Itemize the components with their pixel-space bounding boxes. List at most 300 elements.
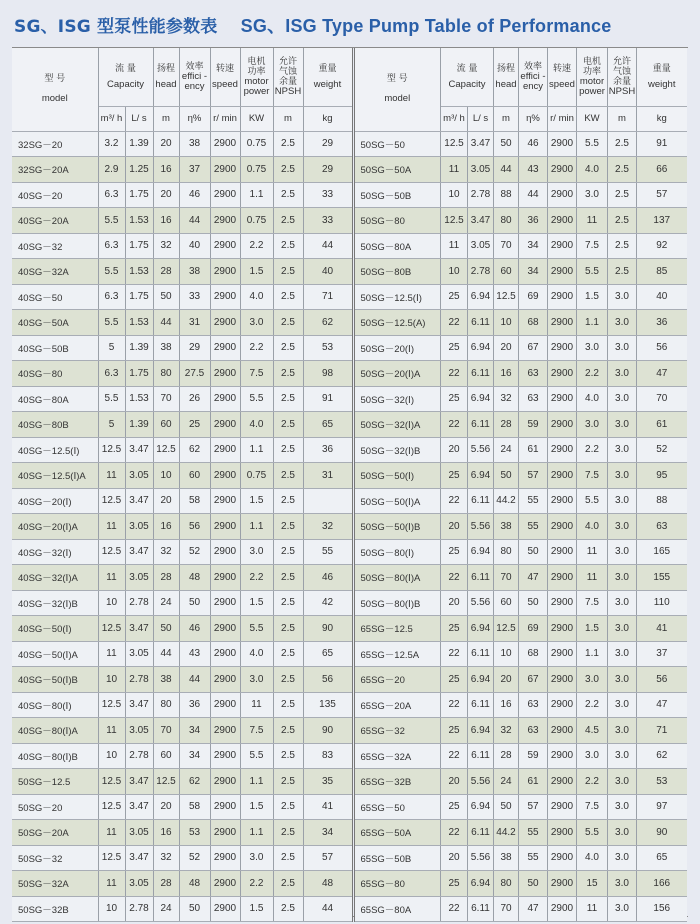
cell-capacity-m3h: 2.9 bbox=[98, 157, 125, 183]
cell-weight: 46 bbox=[303, 565, 353, 591]
cell-capacity-m3h: 5.5 bbox=[98, 310, 125, 336]
cell-speed: 2900 bbox=[548, 718, 577, 744]
table-row bbox=[12, 284, 353, 310]
cell-capacity-ls: 3.47 bbox=[125, 845, 153, 871]
cell-speed: 2900 bbox=[548, 641, 577, 667]
cell-efficiency: 46 bbox=[179, 616, 210, 642]
cell-capacity-m3h: 22 bbox=[441, 565, 468, 591]
cell-weight: 98 bbox=[303, 361, 353, 387]
cell-efficiency: 38 bbox=[179, 259, 210, 285]
cell-power: 2.2 bbox=[240, 335, 273, 361]
cell-npsh: 3.0 bbox=[608, 514, 637, 540]
cell-power: 1.5 bbox=[240, 259, 273, 285]
cell-capacity-m3h: 12.5 bbox=[98, 692, 125, 718]
cell-speed: 2900 bbox=[548, 488, 577, 514]
cell-model: 50SG－32B bbox=[12, 896, 98, 922]
unit-m3h: m³/ h bbox=[441, 106, 468, 131]
cell-weight: 29 bbox=[303, 131, 353, 157]
cell-power: 7.5 bbox=[577, 233, 608, 259]
cell-power: 1.1 bbox=[240, 514, 273, 540]
cell-head: 20 bbox=[153, 131, 179, 157]
cell-model: 40SG－20A bbox=[12, 208, 98, 234]
col-power: 电机 功率 motor power bbox=[240, 48, 273, 106]
cell-capacity-m3h: 20 bbox=[441, 769, 468, 795]
cell-power: 4.0 bbox=[240, 284, 273, 310]
table-row bbox=[12, 259, 353, 285]
cell-head: 70 bbox=[153, 718, 179, 744]
table-row bbox=[12, 386, 353, 412]
table-row bbox=[355, 157, 687, 183]
cell-power: 11 bbox=[577, 896, 608, 922]
cell-weight: 34 bbox=[303, 820, 353, 846]
cell-efficiency: 61 bbox=[519, 437, 548, 463]
cell-npsh: 3.0 bbox=[608, 437, 637, 463]
cell-capacity-m3h: 22 bbox=[441, 488, 468, 514]
cell-speed: 2900 bbox=[210, 641, 240, 667]
cell-capacity-m3h: 5.5 bbox=[98, 208, 125, 234]
cell-capacity-m3h: 3.2 bbox=[98, 131, 125, 157]
cell-speed: 2900 bbox=[548, 667, 577, 693]
cell-npsh: 2.5 bbox=[273, 845, 303, 871]
page-title bbox=[14, 12, 700, 38]
cell-head: 38 bbox=[494, 514, 519, 540]
cell-capacity-m3h: 12.5 bbox=[441, 131, 468, 157]
cell-weight: 36 bbox=[303, 437, 353, 463]
cell-weight: 65 bbox=[303, 412, 353, 438]
cell-capacity-ls: 2.78 bbox=[125, 590, 153, 616]
cell-head: 50 bbox=[153, 616, 179, 642]
cell-speed: 2900 bbox=[548, 157, 577, 183]
cell-capacity-ls: 1.25 bbox=[125, 157, 153, 183]
cell-capacity-ls: 6.11 bbox=[468, 692, 494, 718]
cell-model: 40SG－20 bbox=[12, 182, 98, 208]
cell-weight: 135 bbox=[303, 692, 353, 718]
cell-weight: 36 bbox=[637, 310, 687, 336]
table-row bbox=[355, 259, 687, 285]
cell-capacity-m3h: 12.5 bbox=[441, 208, 468, 234]
cell-npsh: 2.5 bbox=[273, 769, 303, 795]
performance-table-right bbox=[355, 48, 687, 922]
cell-capacity-ls: 1.53 bbox=[125, 208, 153, 234]
cell-model: 50SG－32(Ⅰ)A bbox=[355, 412, 441, 438]
cell-npsh: 2.5 bbox=[273, 233, 303, 259]
cell-efficiency: 67 bbox=[519, 667, 548, 693]
cell-head: 12.5 bbox=[153, 769, 179, 795]
cell-speed: 2900 bbox=[210, 131, 240, 157]
cell-model: 65SG－50 bbox=[355, 794, 441, 820]
table-row bbox=[355, 743, 687, 769]
cell-npsh: 3.0 bbox=[608, 386, 637, 412]
cell-power: 1.5 bbox=[240, 590, 273, 616]
table-row bbox=[355, 871, 687, 897]
cell-model: 50SG－20 bbox=[12, 794, 98, 820]
table-row bbox=[355, 667, 687, 693]
unit-npsh: m bbox=[273, 106, 303, 131]
cell-model: 40SG－50B bbox=[12, 335, 98, 361]
cell-npsh: 2.5 bbox=[273, 692, 303, 718]
cell-power: 3.0 bbox=[240, 845, 273, 871]
cell-model: 40SG－80A bbox=[12, 386, 98, 412]
cell-speed: 2900 bbox=[210, 565, 240, 591]
cell-efficiency: 29 bbox=[179, 335, 210, 361]
cell-power: 11 bbox=[577, 208, 608, 234]
cell-weight: 85 bbox=[637, 259, 687, 285]
cell-capacity-m3h: 5 bbox=[98, 335, 125, 361]
table-body bbox=[12, 131, 353, 922]
unit-ls: L/ s bbox=[468, 106, 494, 131]
cell-capacity-ls: 1.53 bbox=[125, 259, 153, 285]
cell-head: 10 bbox=[494, 641, 519, 667]
cell-speed: 2900 bbox=[548, 386, 577, 412]
cell-efficiency: 68 bbox=[519, 641, 548, 667]
cell-npsh: 2.5 bbox=[273, 667, 303, 693]
cell-weight: 32 bbox=[303, 514, 353, 540]
cell-head: 20 bbox=[153, 488, 179, 514]
col-weight: 重量 weight bbox=[303, 48, 353, 106]
cell-model: 65SG－50A bbox=[355, 820, 441, 846]
cell-model: 40SG－80(Ⅰ)B bbox=[12, 743, 98, 769]
table-row bbox=[355, 412, 687, 438]
cell-capacity-ls: 3.47 bbox=[125, 692, 153, 718]
table-row bbox=[12, 463, 353, 489]
cell-power: 1.1 bbox=[577, 641, 608, 667]
cell-head: 24 bbox=[153, 896, 179, 922]
col-head: 扬程 head bbox=[494, 48, 519, 106]
cell-npsh: 3.0 bbox=[608, 743, 637, 769]
cell-capacity-ls: 2.78 bbox=[125, 896, 153, 922]
cell-capacity-ls: 1.75 bbox=[125, 284, 153, 310]
cell-head: 32 bbox=[153, 539, 179, 565]
cell-model: 65SG－50B bbox=[355, 845, 441, 871]
cell-model: 50SG－80(Ⅰ) bbox=[355, 539, 441, 565]
cell-npsh: 2.5 bbox=[273, 131, 303, 157]
col-power: 电机 功率 motor power bbox=[577, 48, 608, 106]
cell-head: 80 bbox=[494, 871, 519, 897]
cell-capacity-m3h: 12.5 bbox=[98, 437, 125, 463]
cell-capacity-m3h: 20 bbox=[441, 514, 468, 540]
unit-ls: L/ s bbox=[125, 106, 153, 131]
cell-model: 50SG－32(Ⅰ)B bbox=[355, 437, 441, 463]
cell-speed: 2900 bbox=[210, 182, 240, 208]
cell-head: 50 bbox=[153, 284, 179, 310]
cell-weight: 62 bbox=[637, 743, 687, 769]
cell-speed: 2900 bbox=[548, 259, 577, 285]
cell-speed: 2900 bbox=[210, 310, 240, 336]
cell-speed: 2900 bbox=[548, 539, 577, 565]
col-efficiency: 效率 effici - ency bbox=[519, 48, 548, 106]
table-row bbox=[355, 437, 687, 463]
cell-npsh: 2.5 bbox=[273, 284, 303, 310]
title-english: SG、ISG Type Pump Table of Performance bbox=[240, 16, 612, 36]
cell-capacity-ls: 3.47 bbox=[125, 794, 153, 820]
cell-power: 4.0 bbox=[577, 386, 608, 412]
title-chinese: SG、ISG 型泵性能参数表 bbox=[14, 17, 218, 37]
cell-capacity-ls: 1.39 bbox=[125, 412, 153, 438]
cell-speed: 2900 bbox=[210, 667, 240, 693]
cell-npsh: 3.0 bbox=[608, 310, 637, 336]
cell-weight: 63 bbox=[637, 514, 687, 540]
table-row bbox=[355, 820, 687, 846]
col-capacity: 流 量 Capacity bbox=[98, 48, 153, 106]
cell-npsh: 2.5 bbox=[273, 488, 303, 514]
cell-capacity-m3h: 25 bbox=[441, 284, 468, 310]
cell-head: 20 bbox=[494, 667, 519, 693]
cell-model: 40SG－50A bbox=[12, 310, 98, 336]
cell-capacity-m3h: 11 bbox=[98, 641, 125, 667]
cell-model: 50SG－80(Ⅰ)A bbox=[355, 565, 441, 591]
cell-head: 60 bbox=[494, 259, 519, 285]
cell-capacity-m3h: 10 bbox=[98, 743, 125, 769]
cell-capacity-ls: 3.47 bbox=[468, 208, 494, 234]
cell-npsh: 3.0 bbox=[608, 692, 637, 718]
cell-speed: 2900 bbox=[210, 335, 240, 361]
cell-head: 12.5 bbox=[494, 616, 519, 642]
cell-head: 16 bbox=[153, 514, 179, 540]
cell-head: 38 bbox=[153, 667, 179, 693]
cell-speed: 2900 bbox=[210, 743, 240, 769]
cell-power: 2.2 bbox=[240, 565, 273, 591]
cell-efficiency: 53 bbox=[179, 820, 210, 846]
cell-model: 65SG－20 bbox=[355, 667, 441, 693]
cell-capacity-m3h: 25 bbox=[441, 794, 468, 820]
cell-npsh: 3.0 bbox=[608, 565, 637, 591]
cell-head: 16 bbox=[153, 208, 179, 234]
cell-head: 24 bbox=[494, 769, 519, 795]
table-row bbox=[12, 718, 353, 744]
table-row bbox=[12, 157, 353, 183]
cell-weight: 56 bbox=[637, 667, 687, 693]
cell-head: 16 bbox=[153, 157, 179, 183]
cell-capacity-m3h: 20 bbox=[441, 590, 468, 616]
cell-weight: 47 bbox=[637, 692, 687, 718]
cell-weight: 165 bbox=[637, 539, 687, 565]
cell-power: 5.5 bbox=[577, 488, 608, 514]
cell-capacity-ls: 6.11 bbox=[468, 361, 494, 387]
cell-capacity-m3h: 22 bbox=[441, 896, 468, 922]
cell-power: 7.5 bbox=[240, 361, 273, 387]
cell-weight: 61 bbox=[637, 412, 687, 438]
table-row bbox=[12, 769, 353, 795]
cell-weight: 91 bbox=[303, 386, 353, 412]
table-row bbox=[355, 539, 687, 565]
cell-weight: 71 bbox=[303, 284, 353, 310]
cell-speed: 2900 bbox=[548, 284, 577, 310]
col-model: 型 号 model bbox=[355, 48, 441, 131]
cell-speed: 2900 bbox=[210, 208, 240, 234]
cell-power: 1.5 bbox=[577, 616, 608, 642]
cell-npsh: 2.5 bbox=[273, 616, 303, 642]
cell-efficiency: 55 bbox=[519, 845, 548, 871]
cell-power: 5.5 bbox=[577, 820, 608, 846]
cell-npsh: 3.0 bbox=[608, 463, 637, 489]
table-row bbox=[12, 820, 353, 846]
cell-capacity-ls: 6.94 bbox=[468, 667, 494, 693]
cell-speed: 2900 bbox=[210, 259, 240, 285]
cell-capacity-ls: 3.05 bbox=[125, 565, 153, 591]
cell-efficiency: 57 bbox=[519, 463, 548, 489]
cell-efficiency: 43 bbox=[179, 641, 210, 667]
cell-speed: 2900 bbox=[210, 233, 240, 259]
table-row bbox=[12, 692, 353, 718]
cell-speed: 2900 bbox=[548, 616, 577, 642]
cell-npsh: 2.5 bbox=[273, 514, 303, 540]
table-header bbox=[355, 48, 687, 131]
cell-weight: 57 bbox=[637, 182, 687, 208]
cell-model: 65SG－32 bbox=[355, 718, 441, 744]
cell-head: 28 bbox=[494, 412, 519, 438]
cell-head: 12.5 bbox=[153, 437, 179, 463]
table-row bbox=[12, 565, 353, 591]
cell-power: 4.0 bbox=[577, 514, 608, 540]
table-row bbox=[355, 208, 687, 234]
table-row bbox=[355, 514, 687, 540]
table-row bbox=[355, 284, 687, 310]
cell-speed: 2900 bbox=[548, 361, 577, 387]
cell-speed: 2900 bbox=[210, 896, 240, 922]
cell-head: 44 bbox=[494, 157, 519, 183]
cell-head: 24 bbox=[153, 590, 179, 616]
cell-capacity-ls: 3.05 bbox=[125, 514, 153, 540]
cell-capacity-ls: 6.94 bbox=[468, 539, 494, 565]
cell-capacity-ls: 6.11 bbox=[468, 488, 494, 514]
cell-weight: 41 bbox=[303, 794, 353, 820]
cell-capacity-m3h: 11 bbox=[98, 871, 125, 897]
cell-capacity-m3h: 6.3 bbox=[98, 182, 125, 208]
cell-speed: 2900 bbox=[548, 182, 577, 208]
cell-power: 2.2 bbox=[577, 437, 608, 463]
cell-weight: 92 bbox=[637, 233, 687, 259]
cell-model: 50SG－80 bbox=[355, 208, 441, 234]
table-row bbox=[12, 590, 353, 616]
cell-efficiency: 59 bbox=[519, 743, 548, 769]
cell-efficiency: 50 bbox=[179, 896, 210, 922]
unit-m: m bbox=[494, 106, 519, 131]
cell-efficiency: 31 bbox=[179, 310, 210, 336]
cell-weight: 33 bbox=[303, 182, 353, 208]
cell-capacity-m3h: 10 bbox=[98, 590, 125, 616]
cell-head: 28 bbox=[153, 259, 179, 285]
cell-efficiency: 34 bbox=[179, 743, 210, 769]
cell-npsh: 2.5 bbox=[608, 233, 637, 259]
table-row bbox=[12, 437, 353, 463]
cell-capacity-ls: 6.11 bbox=[468, 310, 494, 336]
cell-speed: 2900 bbox=[210, 361, 240, 387]
cell-capacity-ls: 3.05 bbox=[125, 820, 153, 846]
cell-speed: 2900 bbox=[548, 310, 577, 336]
cell-power: 11 bbox=[240, 692, 273, 718]
cell-power: 11 bbox=[577, 539, 608, 565]
cell-capacity-ls: 1.75 bbox=[125, 182, 153, 208]
cell-weight: 71 bbox=[637, 718, 687, 744]
cell-efficiency: 61 bbox=[519, 769, 548, 795]
cell-capacity-ls: 1.39 bbox=[125, 131, 153, 157]
cell-capacity-ls: 3.05 bbox=[125, 641, 153, 667]
cell-model: 65SG－32A bbox=[355, 743, 441, 769]
cell-npsh: 2.5 bbox=[273, 386, 303, 412]
cell-speed: 2900 bbox=[548, 514, 577, 540]
cell-power: 1.1 bbox=[240, 437, 273, 463]
cell-power: 5.5 bbox=[240, 616, 273, 642]
cell-efficiency: 60 bbox=[179, 463, 210, 489]
cell-capacity-m3h: 5 bbox=[98, 412, 125, 438]
cell-speed: 2900 bbox=[210, 590, 240, 616]
cell-speed: 2900 bbox=[210, 412, 240, 438]
cell-model: 40SG－20(Ⅰ)A bbox=[12, 514, 98, 540]
cell-efficiency: 69 bbox=[519, 284, 548, 310]
cell-power: 3.0 bbox=[577, 667, 608, 693]
cell-capacity-m3h: 25 bbox=[441, 871, 468, 897]
cell-weight: 110 bbox=[637, 590, 687, 616]
cell-weight: 56 bbox=[303, 667, 353, 693]
cell-head: 16 bbox=[494, 692, 519, 718]
col-efficiency: 效率 effici - ency bbox=[179, 48, 210, 106]
cell-weight: 88 bbox=[637, 488, 687, 514]
cell-capacity-ls: 6.94 bbox=[468, 463, 494, 489]
table-row bbox=[355, 896, 687, 922]
cell-npsh: 2.5 bbox=[608, 259, 637, 285]
table-row bbox=[12, 514, 353, 540]
cell-efficiency: 68 bbox=[519, 310, 548, 336]
cell-power: 0.75 bbox=[240, 157, 273, 183]
cell-power: 7.5 bbox=[577, 463, 608, 489]
cell-capacity-m3h: 10 bbox=[441, 182, 468, 208]
cell-power: 4.0 bbox=[577, 157, 608, 183]
cell-speed: 2900 bbox=[210, 616, 240, 642]
cell-npsh: 2.5 bbox=[273, 361, 303, 387]
cell-weight: 40 bbox=[303, 259, 353, 285]
cell-efficiency: 34 bbox=[519, 233, 548, 259]
table-row bbox=[12, 896, 353, 922]
cell-weight: 65 bbox=[637, 845, 687, 871]
cell-capacity-m3h: 25 bbox=[441, 335, 468, 361]
table-row bbox=[355, 590, 687, 616]
cell-weight bbox=[303, 488, 353, 514]
cell-weight: 35 bbox=[303, 769, 353, 795]
cell-efficiency: 55 bbox=[519, 514, 548, 540]
table-row bbox=[355, 718, 687, 744]
cell-capacity-m3h: 11 bbox=[98, 718, 125, 744]
cell-efficiency: 46 bbox=[179, 182, 210, 208]
table-row bbox=[12, 871, 353, 897]
cell-npsh: 2.5 bbox=[273, 437, 303, 463]
cell-power: 7.5 bbox=[577, 794, 608, 820]
cell-model: 50SG－50(Ⅰ) bbox=[355, 463, 441, 489]
cell-weight: 53 bbox=[303, 335, 353, 361]
cell-capacity-ls: 1.75 bbox=[125, 361, 153, 387]
cell-capacity-m3h: 11 bbox=[98, 820, 125, 846]
col-speed: 转速 speed bbox=[548, 48, 577, 106]
table-body bbox=[355, 131, 687, 922]
cell-speed: 2900 bbox=[210, 386, 240, 412]
table-row bbox=[355, 641, 687, 667]
cell-speed: 2900 bbox=[210, 284, 240, 310]
table-row bbox=[12, 208, 353, 234]
cell-capacity-m3h: 22 bbox=[441, 310, 468, 336]
cell-npsh: 2.5 bbox=[273, 896, 303, 922]
cell-power: 11 bbox=[577, 565, 608, 591]
cell-power: 1.1 bbox=[577, 310, 608, 336]
cell-power: 0.75 bbox=[240, 463, 273, 489]
cell-capacity-m3h: 12.5 bbox=[98, 769, 125, 795]
cell-capacity-m3h: 22 bbox=[441, 692, 468, 718]
unit-eff: η% bbox=[179, 106, 210, 131]
unit-rpm: r/ min bbox=[210, 106, 240, 131]
table-row bbox=[12, 641, 353, 667]
cell-model: 50SG－20A bbox=[12, 820, 98, 846]
cell-capacity-m3h: 25 bbox=[441, 616, 468, 642]
cell-model: 50SG－80(Ⅰ)B bbox=[355, 590, 441, 616]
cell-efficiency: 36 bbox=[519, 208, 548, 234]
